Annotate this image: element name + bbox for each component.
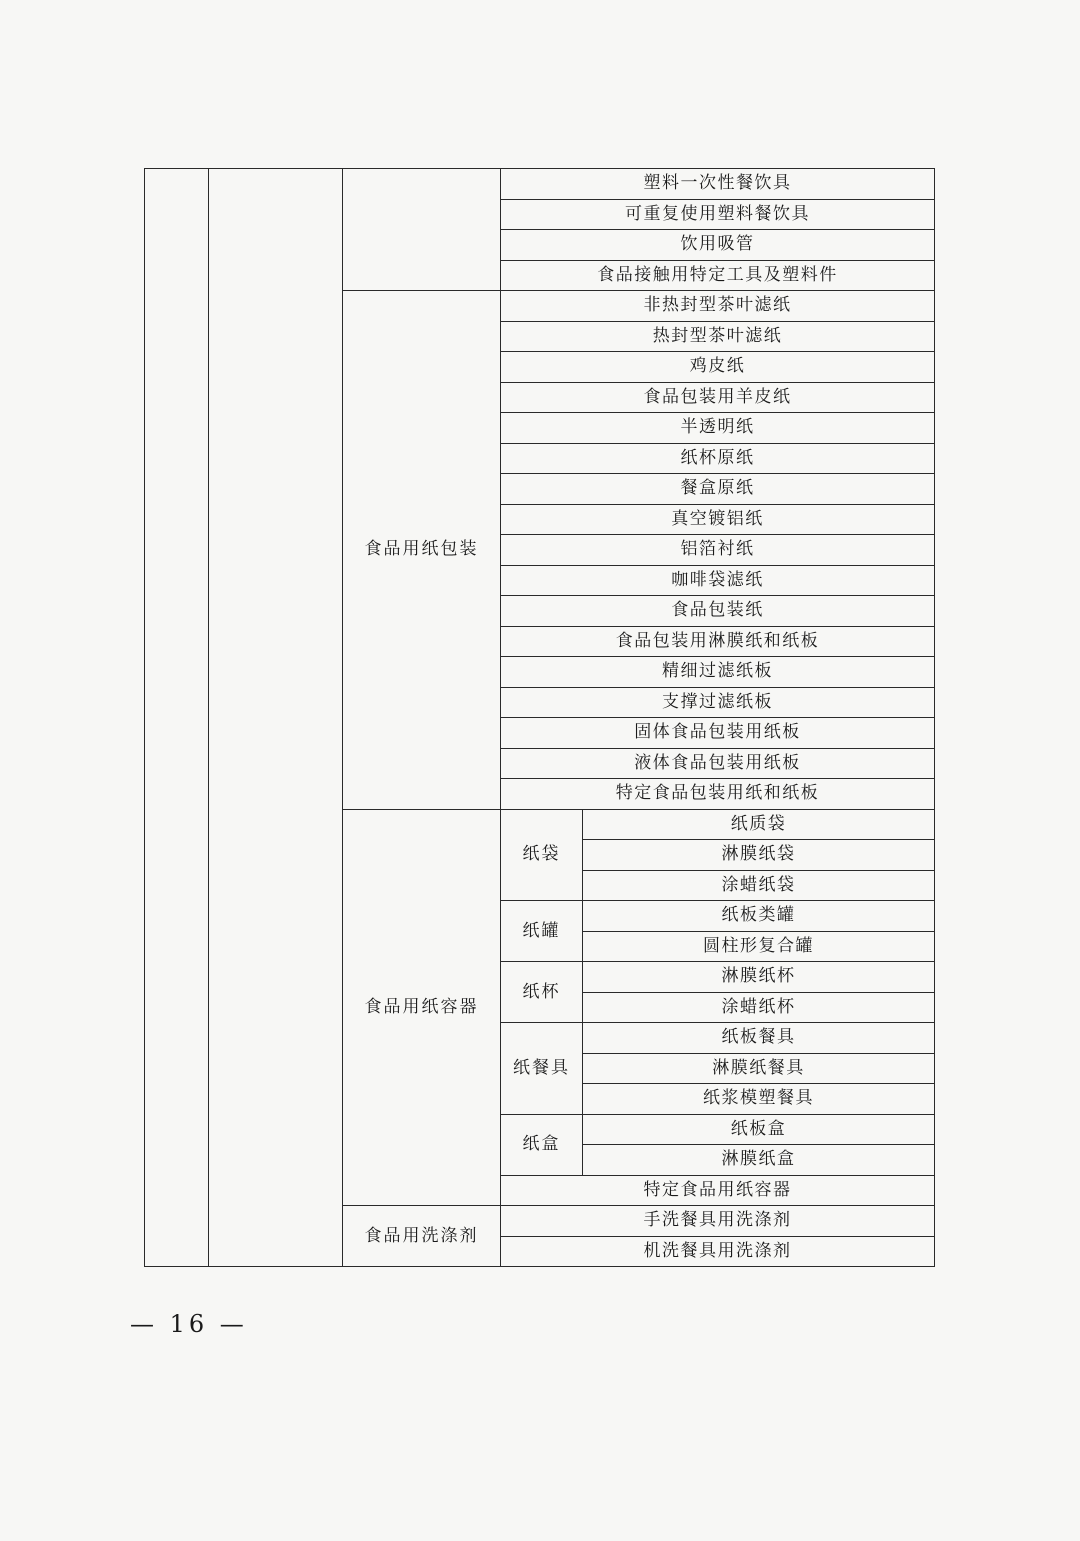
page-number: — 16 — <box>130 1310 248 1338</box>
container-item: 纸板餐具 <box>583 1023 935 1054</box>
container-item: 涂蜡纸杯 <box>583 992 935 1023</box>
paper-containers-label: 食品用纸容器 <box>343 809 501 1206</box>
container-group-label: 纸袋 <box>501 809 583 901</box>
packaging-item: 食品包装用淋膜纸和纸板 <box>501 626 935 657</box>
detergents-label: 食品用洗涤剂 <box>343 1206 501 1267</box>
packaging-item: 铝箔衬纸 <box>501 535 935 566</box>
packaging-item: 半透明纸 <box>501 413 935 444</box>
packaging-item: 食品包装用羊皮纸 <box>501 382 935 413</box>
container-item: 纸质袋 <box>583 809 935 840</box>
packaging-item: 液体食品包装用纸板 <box>501 748 935 779</box>
paper-packaging-label: 食品用纸包装 <box>343 291 501 810</box>
container-item: 纸板类罐 <box>583 901 935 932</box>
container-item: 淋膜纸盒 <box>583 1145 935 1176</box>
packaging-item: 咖啡袋滤纸 <box>501 565 935 596</box>
detergent-item: 机洗餐具用洗涤剂 <box>501 1236 935 1267</box>
container-item: 纸板盒 <box>583 1114 935 1145</box>
packaging-item: 食品包装纸 <box>501 596 935 627</box>
container-item: 淋膜纸杯 <box>583 962 935 993</box>
container-item: 纸浆模塑餐具 <box>583 1084 935 1115</box>
table-row <box>145 169 935 200</box>
container-group-label: 纸盒 <box>501 1114 583 1175</box>
container-item: 涂蜡纸袋 <box>583 870 935 901</box>
packaging-item: 支撑过滤纸板 <box>501 687 935 718</box>
packaging-item: 固体食品包装用纸板 <box>501 718 935 749</box>
detergent-item: 手洗餐具用洗涤剂 <box>501 1206 935 1237</box>
index-column-cell <box>145 169 209 1267</box>
plastic-item: 食品接触用特定工具及塑料件 <box>501 260 935 291</box>
category-column-cell <box>209 169 343 1267</box>
packaging-item: 纸杯原纸 <box>501 443 935 474</box>
container-item: 圆柱形复合罐 <box>583 931 935 962</box>
container-group-label: 纸罐 <box>501 901 583 962</box>
container-group-label: 纸杯 <box>501 962 583 1023</box>
packaging-item: 真空镀铝纸 <box>501 504 935 535</box>
product-category-table <box>144 168 935 1267</box>
packaging-item: 热封型茶叶滤纸 <box>501 321 935 352</box>
packaging-item: 鸡皮纸 <box>501 352 935 383</box>
packaging-item: 餐盒原纸 <box>501 474 935 505</box>
packaging-item: 非热封型茶叶滤纸 <box>501 291 935 322</box>
plastic-category-cell <box>343 169 501 291</box>
plastic-item: 饮用吸管 <box>501 230 935 261</box>
container-item: 淋膜纸袋 <box>583 840 935 871</box>
packaging-item: 精细过滤纸板 <box>501 657 935 688</box>
container-item: 淋膜纸餐具 <box>583 1053 935 1084</box>
packaging-item: 特定食品包装用纸和纸板 <box>501 779 935 810</box>
plastic-item: 塑料一次性餐饮具 <box>501 169 935 200</box>
container-group-label: 纸餐具 <box>501 1023 583 1115</box>
container-special-item: 特定食品用纸容器 <box>501 1175 935 1206</box>
plastic-item: 可重复使用塑料餐饮具 <box>501 199 935 230</box>
